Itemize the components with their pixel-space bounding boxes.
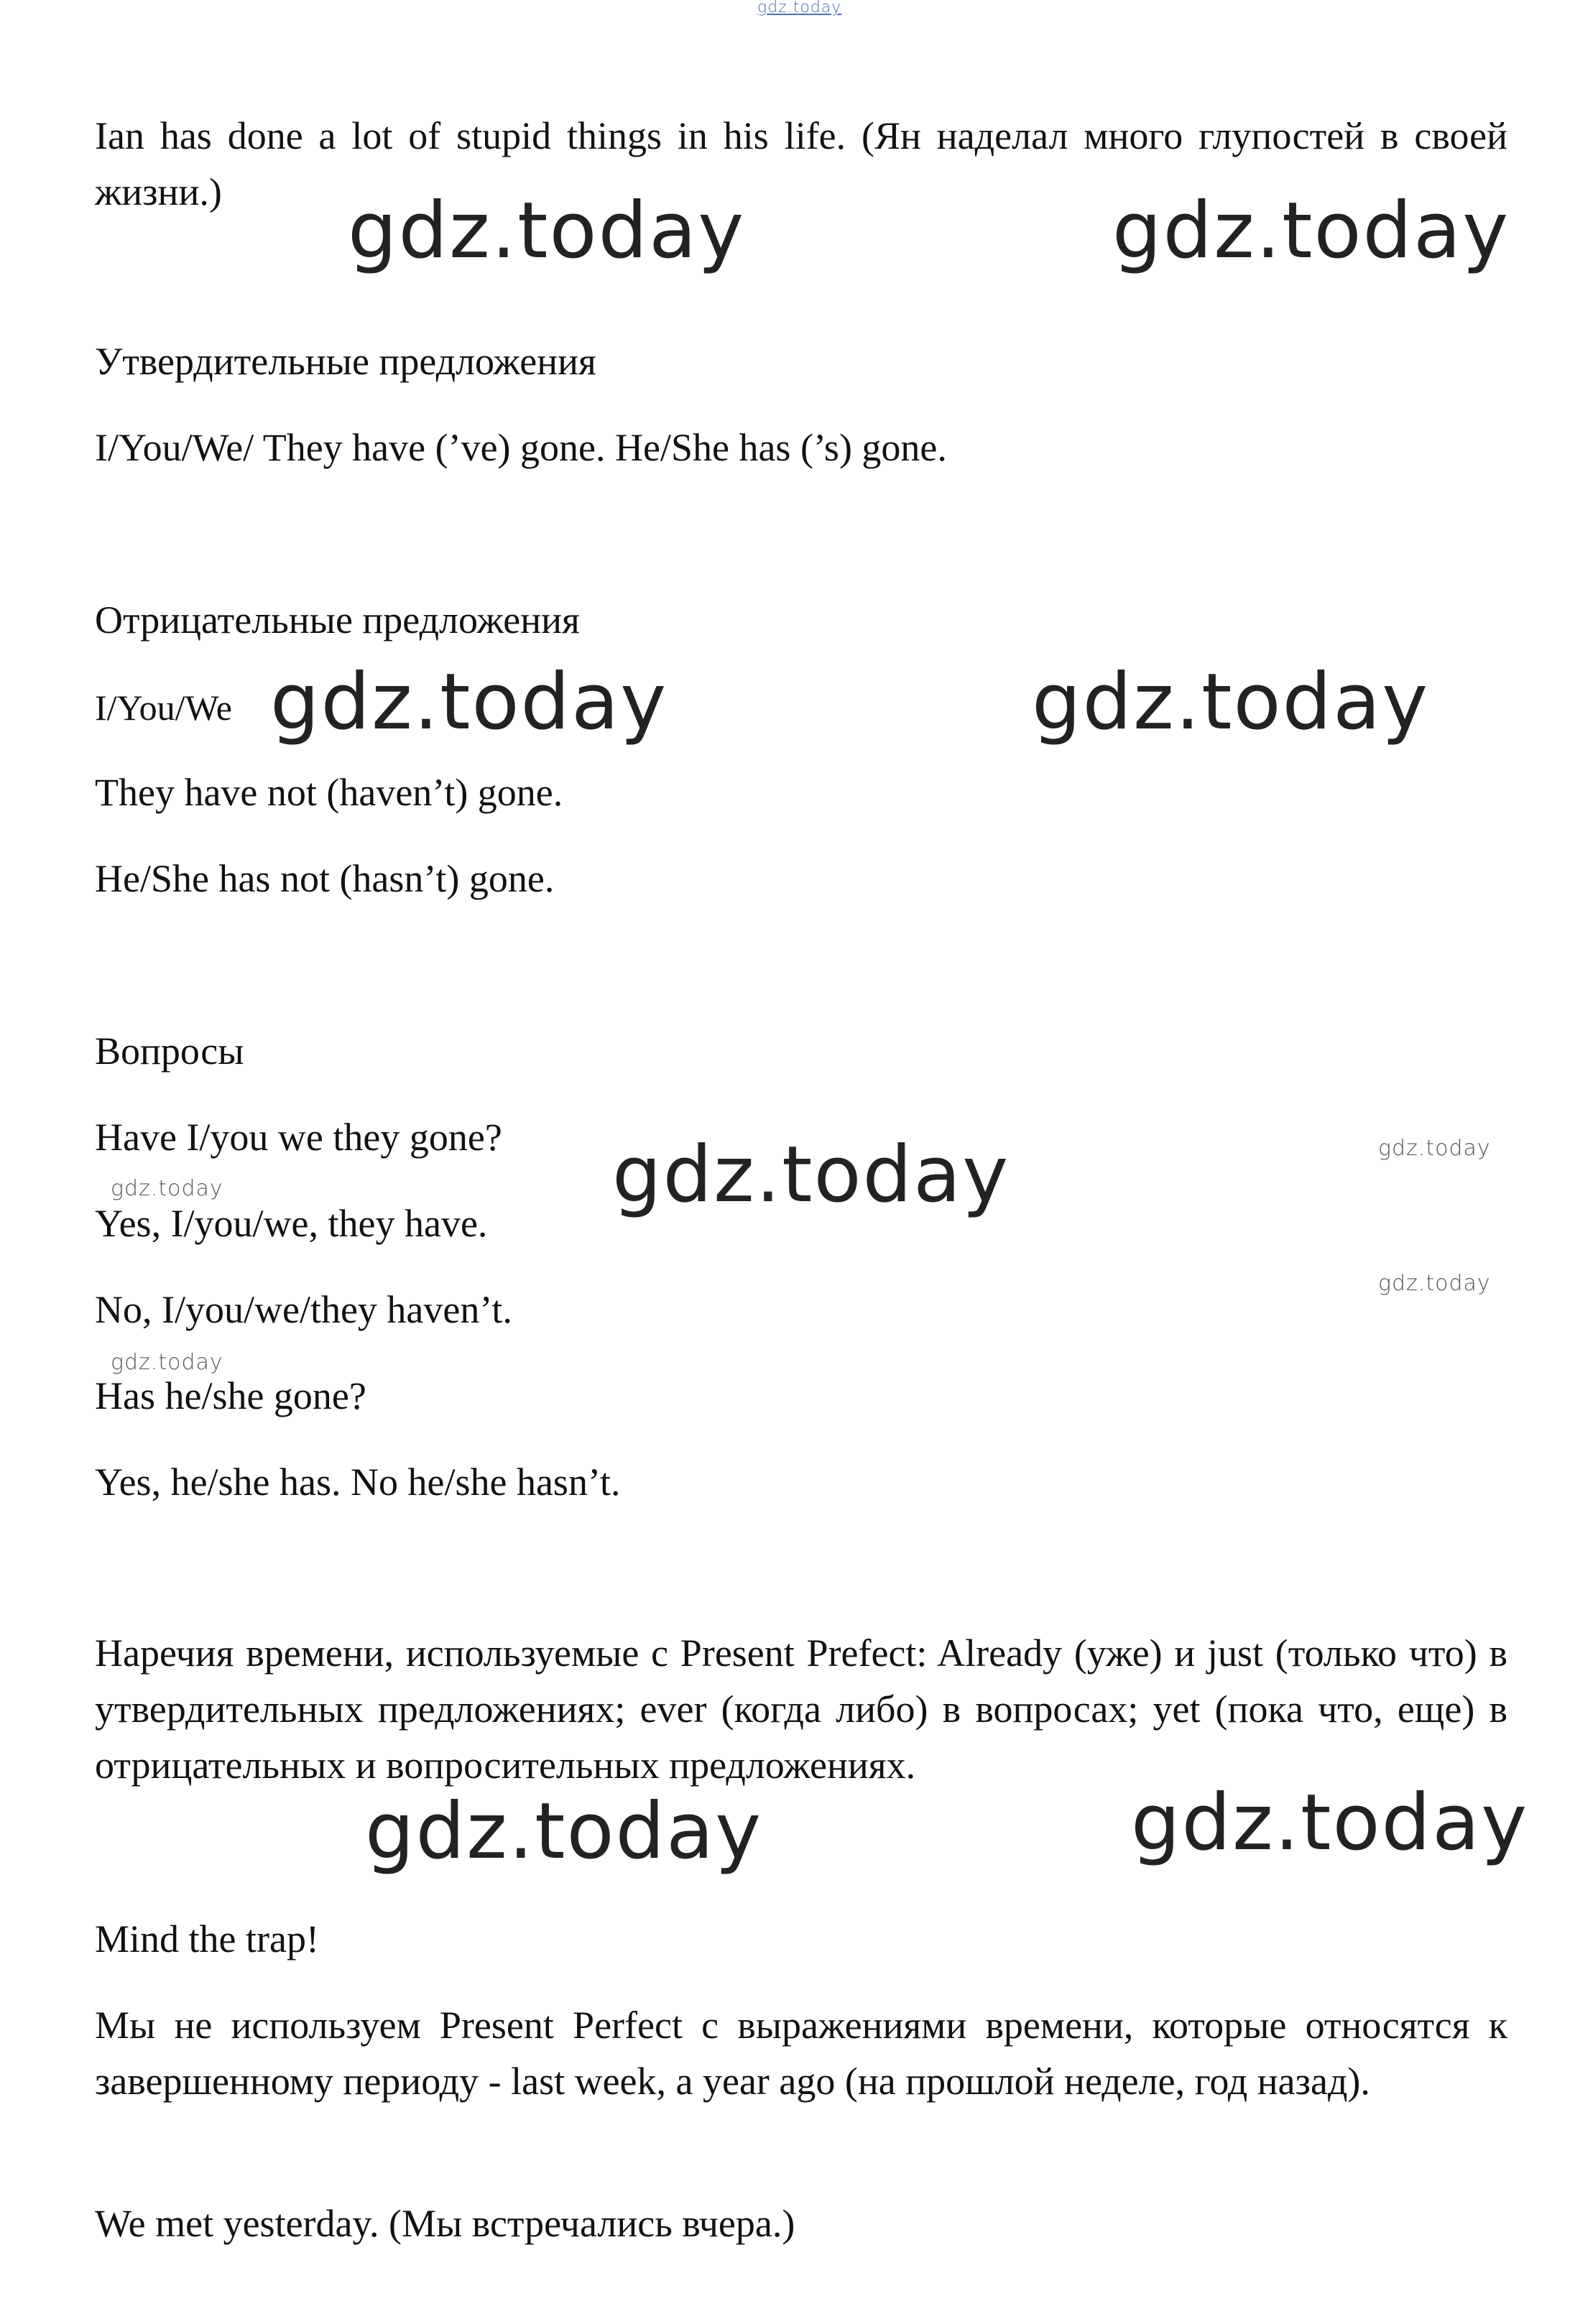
example-line: We met yesterday. (Мы встречались вчера.) — [95, 2202, 795, 2245]
paragraph-intro-example: Ian has done a lot of stupid things in his life. (Ян наделал много глупостей в своей жизни.) — [95, 114, 1507, 213]
adverbs-paragraph: Наречия времени, используемые с Present Prefect: Already (уже) и just (только что) в утвердительных предложениях; ever (когда либо) в вопросах; yet (пока что, еще) в отрицательных и вопросительных предложениях. — [95, 1631, 1507, 1787]
trap-paragraph: Мы не используем Present Perfect с выражениями времени, которые относятся к завершенному периоду - last week, a year ago (на прошлой неделе, год назад). — [95, 2004, 1507, 2103]
negative-line: He/She has not (hasn’t) gone. — [95, 857, 555, 900]
questions-heading: Вопросы — [95, 1029, 244, 1073]
question-line: No, I/you/we/they haven’t. — [95, 1288, 512, 1331]
watermark: gdz.today — [111, 1176, 223, 1201]
affirmative-heading: Утвердительные предложения — [95, 340, 596, 383]
watermark: gdz.today — [270, 657, 668, 747]
question-line: Yes, I/you/we, they have. — [95, 1202, 488, 1245]
watermark: gdz.today — [365, 1787, 763, 1876]
negative-heading: Отрицательные предложения — [95, 598, 580, 642]
negative-line: I/You/We — [95, 688, 232, 728]
negative-line: They have not (haven’t) gone. — [95, 771, 563, 814]
watermark: gdz.today — [1112, 186, 1510, 276]
watermark: gdz.today — [111, 1350, 223, 1375]
trap-heading: Mind the trap! — [95, 1917, 319, 1960]
watermark: gdz.today — [612, 1130, 1010, 1220]
watermark: gdz.today — [348, 186, 746, 276]
watermark-top[interactable]: gdz.today — [757, 0, 842, 17]
watermark: gdz.today — [1032, 657, 1430, 747]
question-line: Has he/she gone? — [95, 1374, 366, 1417]
question-line: Have I/you we they gone? — [95, 1116, 502, 1159]
watermark: gdz.today — [1131, 1778, 1529, 1868]
watermark: gdz.today — [1378, 1136, 1491, 1161]
question-line: Yes, he/she has. No he/she hasn’t. — [95, 1460, 621, 1504]
watermark: gdz.today — [1378, 1271, 1491, 1296]
affirmative-line: I/You/We/ They have (’ve) gone. He/She has (’s) gone. — [95, 426, 947, 469]
